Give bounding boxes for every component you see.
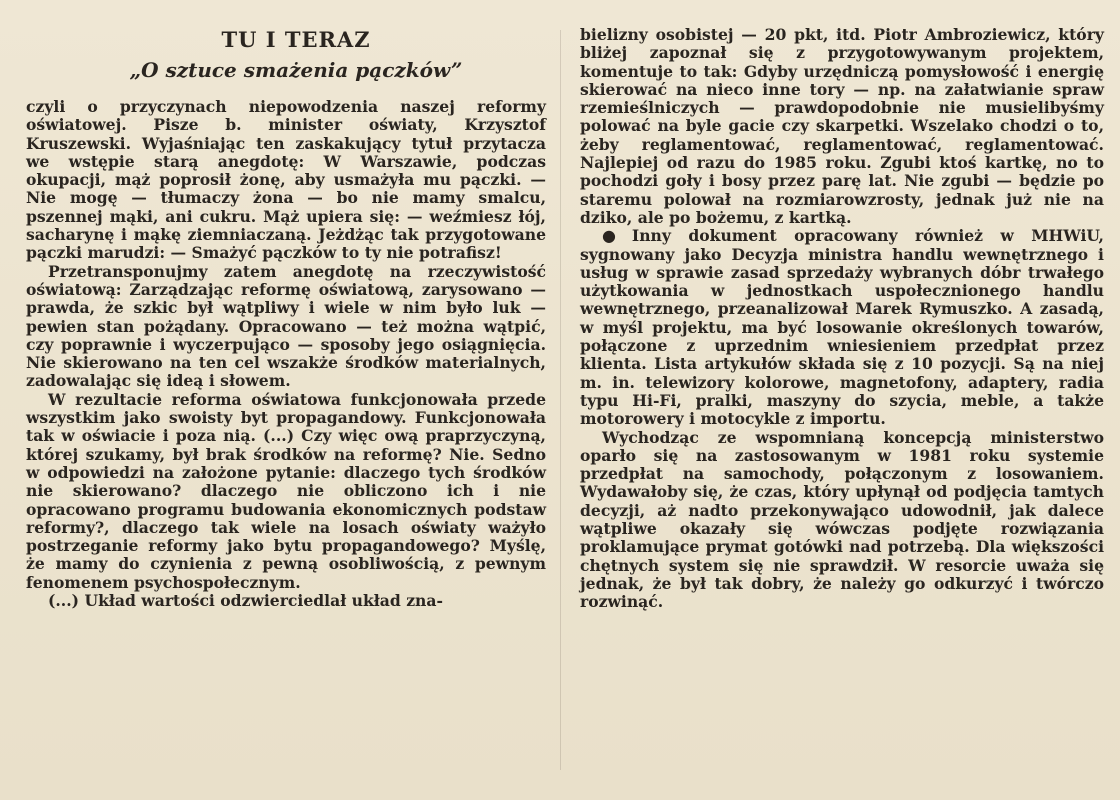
bullet-icon: ●: [602, 226, 628, 246]
left-column: [26, 26, 546, 610]
left-paragraph-3: W rezultacie reforma oświatowa funkcjonowała przede wszystkim jako swoisty byt propagandowy. Funkcjonowała tak w oświacie i poza nią. (...) Czy więc ową praprzyczyną, której szukamy, był brak środków na reformę? Nie. Sedno w odpowiedzi na założone pytanie: dlaczego tych środków nie skierowano? dlaczego nie obliczono ich i nie opracowano programu budowania ekonomicznych podstaw reformy?, dlaczego tak wiele na losach oświaty ważyło postrzeganie reformy jako bytu propagandowego? Myślę, że mamy do czynienia z pewną osobliwością, z pewnym fenomenem psychospołecznym.: [26, 389, 546, 592]
right-paragraph-3: Wychodząc ze wspomnianą koncepcją ministerstwo oparło się na zastosowanym w 1981 roku systemie przedpłat na samochody, połączonym z losowaniem. Wydawałoby się, że czas, który upłynął od podjęcia tamtych decyzji, aż nadto przekonywająco udowodnił, jak dalece wątpliwe okazały się wówczas podjęte rozwiązania proklamujące prymat gotówki nad potrzebą. Dla większości chętnych system się nie sprawdził. W resorcie uważa się jednak, że był tak dobry, że należy go odkurzyć i twórczo rozwinąć.: [580, 427, 1104, 612]
section-heading: TU I TERAZ: [221, 27, 371, 52]
column-divider: [560, 30, 561, 770]
right-paragraph-1: bielizny osobistej — 20 pkt, itd. Piotr Ambroziewicz, który bliżej zapoznał się z przygotowywanym projektem, komentuje to tak: Gdyby urzędniczą pomysłowość i energię skierować na nieco inne tory — np. na załatwianie spraw rzemieślniczych — prawdopodobnie nie musielibyśmy polować na byle gacie czy skarpetki. Wszelako chodzi o to, żeby reglamentować, reglamentować, reglamentować. Najlepiej od razu do 1985 roku. Zgubi ktoś kartkę, no to pochodzi goły i bosy przez parę lat. Nie zgubi — będzie po staremu polował na rozmiarowzrosty, jednak już nie na dziko, ale po bożemu, z kartką.: [580, 25, 1104, 227]
article-title: „O sztuce smażenia pączków”: [129, 58, 463, 82]
left-paragraph-1: czyli o przyczynach niepowodzenia naszej reformy oświatowej. Pisze b. minister oświaty, Krzysztof Kruszewski. Wyjaśniając ten zaskakujący tytuł przytacza we wstępie starą anegdotę: W Warszawie, podczas okupacji, mąż poprosił żonę, aby usmażyła mu pączki. — Nie mogę — tłumaczy żona — bo nie mamy smalcu, pszennej mąki, ani cukru. Mąż upiera się: — weźmiesz łój, sacharynę i mąkę ziemniaczaną. Jeżdżąc tak przygotowane pączki marudzi: — Smażyć pączków to ty nie potrafisz!: [26, 97, 546, 263]
right-paragraph-2-text: Inny dokument opracowany również w MHWiU, sygnowany jako Decyzja ministra handlu wewnętrznego i usług w sprawie zasad sprzedaży wybranych dóbr trwałego użytkowania w jednostkach uspołecznionego handlu wewnętrznego, przeanalizował Marek Rymuszko. A zasadą, w myśl projektu, ma być losowanie określonych towarów, połączone z uprzednim wniesieniem przedpłat przez klienta. Lista artykułów składa się z 10 pozycji. Są na niej m. in. telewizory kolorowe, magnetofony, adaptery, radia typu Hi-Fi, pralki, maszyny do szycia, meble, a także motorowery i motocykle z importu.: [580, 226, 1104, 429]
right-column: [580, 26, 1104, 612]
right-paragraph-2: [580, 227, 1104, 428]
left-paragraph-4: (...) Układ wartości odzwierciedlał układ zna-: [48, 591, 443, 611]
left-paragraph-2: Przetransponujmy zatem anegdotę na rzeczywistość oświatową: Zarządzając reformę oświatową, zarysowano — prawda, że szkic był wątpliwy i wiele w nim było luk — pewien stan pożądany. Opracowano — też można wątpić, czy poprawnie i wyczerpująco — sposoby jego osiągnięcia. Nie skierowano na ten cel wszakże środków materialnych, zadowalając się ideą i słowem.: [26, 261, 546, 391]
